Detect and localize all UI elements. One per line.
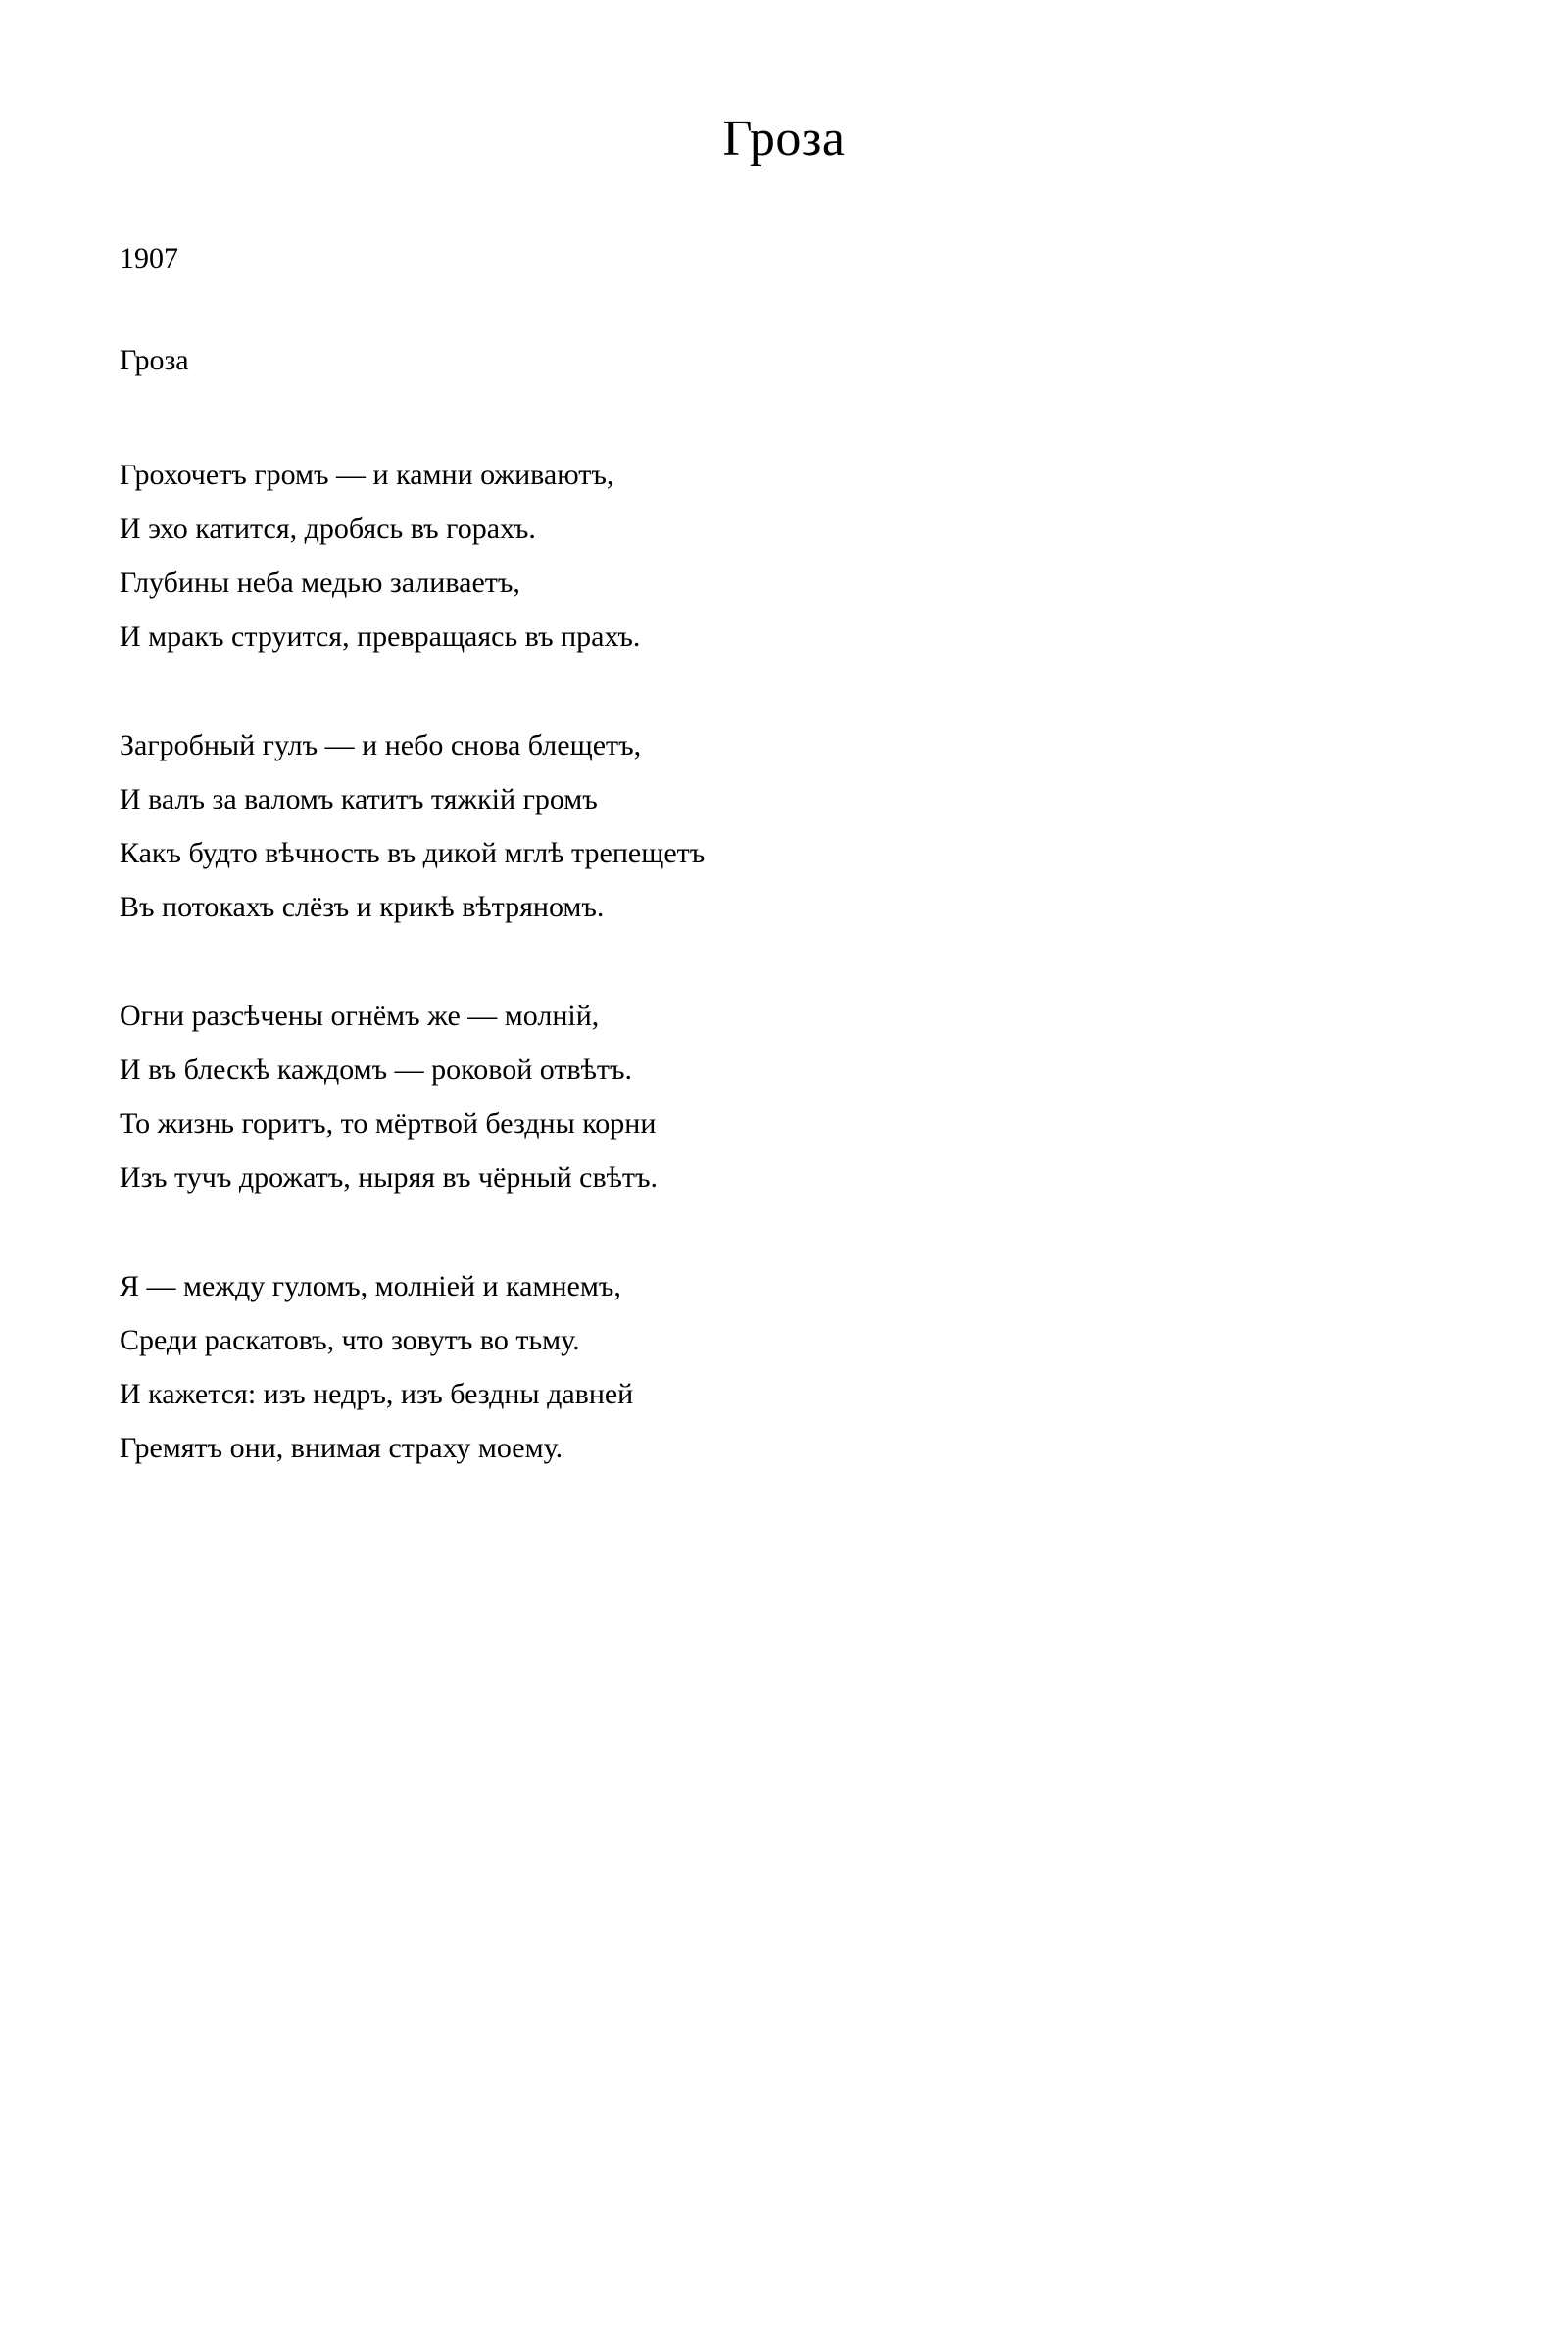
poem-date: 1907 [120,242,178,274]
poem-line: И мракъ струится, превращаясь въ прахъ. [120,620,641,653]
poem-line: Въ потокахъ слёзъ и крикѣ вѣтряномъ. [120,891,605,923]
poem-line: И валъ за валомъ катитъ тяжкій громъ [120,783,598,815]
stanza-1 [120,448,1450,663]
poem-line: То жизнь горитъ, то мёртвой бездны корни [120,1107,657,1140]
poem-body [120,231,1450,1475]
poem-line: Глубины неба медью заливаетъ, [120,566,520,599]
page-title: Гроза [722,111,846,167]
poem-line: Изъ тучъ дрожатъ, ныряя въ чёрный свѣтъ. [120,1161,659,1194]
poem-line: И эхо катится, дробясь въ горахъ. [120,513,536,545]
poem-line: Грохочетъ громъ — и камни оживаютъ, [120,459,614,491]
poem-line: Я — между гуломъ, молніей и камнемъ, [120,1270,621,1302]
stanza-4 [120,1259,1450,1475]
poem-line: И въ блескѣ каждомъ — роковой отвѣтъ. [120,1054,633,1086]
stanza-3 [120,989,1450,1204]
poem-line: И кажется: изъ недръ, изъ бездны давней [120,1378,634,1410]
poem-line: Загробный гулъ — и небо снова блещетъ, [120,729,642,761]
poem-subtitle: Гроза [120,344,189,376]
poem-line: Какъ будто вѣчность въ дикой мглѣ трепещетъ [120,837,706,869]
stanza-2 [120,718,1450,934]
poem-line: Огни разсѣчены огнёмъ же — молній, [120,1000,600,1032]
poem-line: Среди раскатовъ, что зовутъ во тьму. [120,1324,580,1356]
poem-line: Гремятъ они, внимая страху моему. [120,1432,564,1464]
